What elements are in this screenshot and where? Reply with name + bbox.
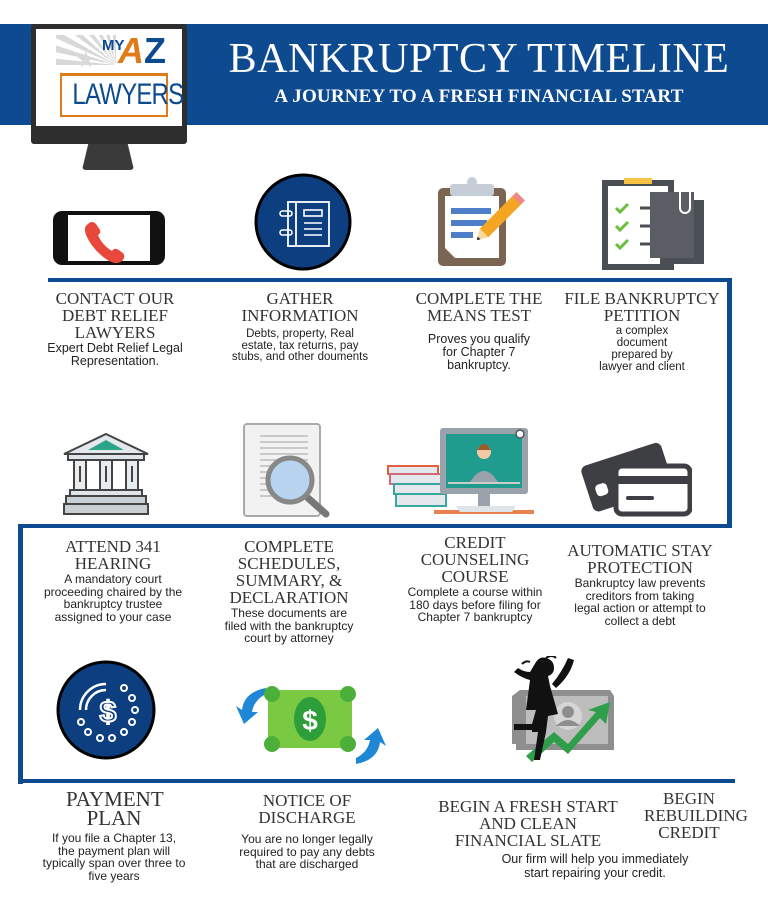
step-gather-information xyxy=(228,290,372,364)
logo-a: A xyxy=(118,30,144,71)
step-desc: Proves you qualify for Chapter 7 bankruptcy. xyxy=(427,332,531,372)
step-desc: a complex document prepared by lawyer and client xyxy=(599,325,685,373)
online-course-icon xyxy=(386,426,538,518)
document-magnifier-icon xyxy=(238,420,334,520)
timeline-line-3 xyxy=(18,779,735,783)
step-title: FILE BANKRUPTCY PETITION xyxy=(564,289,720,325)
svg-text:$: $ xyxy=(302,705,318,736)
timeline-line-2 xyxy=(18,524,732,528)
notebook-icon xyxy=(254,172,352,272)
step-desc: If you file a Chapter 13, the payment plan will typically span over three to five years xyxy=(42,831,186,883)
step-fresh-start xyxy=(432,798,624,849)
timeline-line-left xyxy=(18,524,23,784)
step-desc: Debts, property, Real estate, tax returns, pay stubs, and other douments xyxy=(231,328,369,363)
step-title: BEGIN A FRESH START AND CLEAN FINANCIAL SLATE xyxy=(438,797,618,850)
logo-lawyers-box xyxy=(60,73,184,117)
timeline-line-right xyxy=(727,278,732,528)
step-notice-of-discharge xyxy=(224,792,390,871)
shared-desc xyxy=(480,852,710,880)
clipboard-pencil-icon xyxy=(436,176,526,268)
courthouse-icon xyxy=(62,432,150,518)
step-credit-counseling xyxy=(400,534,550,624)
page-title: BANKRUPTCY TIMELINE xyxy=(228,36,730,82)
step-desc: You are no longer legally required to pay any debts that are discharged xyxy=(239,832,375,871)
logo-lawyers: LAWYERS xyxy=(72,78,184,111)
logo-my: MY xyxy=(102,37,125,54)
step-title: CREDIT COUNSELING COURSE xyxy=(420,533,530,586)
svg-text:$: $ xyxy=(99,696,117,729)
step-title: NOTICE OF DISCHARGE xyxy=(258,791,356,827)
step-341-hearing xyxy=(30,538,196,623)
checklist-icon xyxy=(600,178,706,272)
step-title: COMPLETE SCHEDULES, SUMMARY, & DECLARATION xyxy=(229,537,349,607)
step-desc: Complete a course within 180 days before filing for Chapter 7 bankruptcy xyxy=(407,585,543,624)
payment-plan-icon xyxy=(56,660,156,760)
page-subtitle: A JOURNEY TO A FRESH FINANCIAL START xyxy=(274,86,684,107)
step-payment-plan xyxy=(36,787,192,883)
step-schedules xyxy=(194,538,384,645)
step-title: ATTEND 341 HEARING xyxy=(65,537,161,573)
step-means-test xyxy=(405,290,553,372)
step-desc: Our firm will help you immediately start repairing your credit. xyxy=(501,852,689,880)
monitor-stand xyxy=(82,144,134,170)
logo-screen xyxy=(36,29,182,126)
step-desc: A mandatory court proceeding chaired by the bankruptcy trustee assigned to your case xyxy=(43,572,183,624)
logo-monitor xyxy=(31,24,187,144)
fresh-start-icon xyxy=(506,656,648,776)
step-title: PAYMENT PLAN xyxy=(66,787,164,830)
step-rebuilding-credit xyxy=(630,790,748,841)
step-file-petition xyxy=(557,290,727,373)
step-title: GATHER INFORMATION xyxy=(241,289,359,325)
credit-cards-icon xyxy=(580,440,692,518)
step-title: AUTOMATIC STAY PROTECTION xyxy=(567,541,713,577)
star-icon: ★ xyxy=(76,47,96,72)
timeline-line-1 xyxy=(48,278,732,282)
logo-z: Z xyxy=(144,30,166,71)
step-contact-lawyers xyxy=(40,290,190,368)
money-exchange-icon xyxy=(236,678,386,770)
step-title: BEGIN REBUILDING CREDIT xyxy=(644,789,748,842)
step-desc: These documents are filed with the bankruptcy court by attorney xyxy=(224,606,354,645)
phone-icon xyxy=(52,210,166,266)
step-title: CONTACT OUR DEBT RELIEF LAWYERS xyxy=(55,289,175,342)
step-desc: Expert Debt Relief Legal Representation. xyxy=(47,341,183,368)
step-title: COMPLETE THE MEANS TEST xyxy=(415,289,543,325)
step-automatic-stay xyxy=(560,542,720,627)
step-desc: Bankruptcy law prevents creditors from taking legal action or attempt to collect a debt xyxy=(574,576,706,628)
